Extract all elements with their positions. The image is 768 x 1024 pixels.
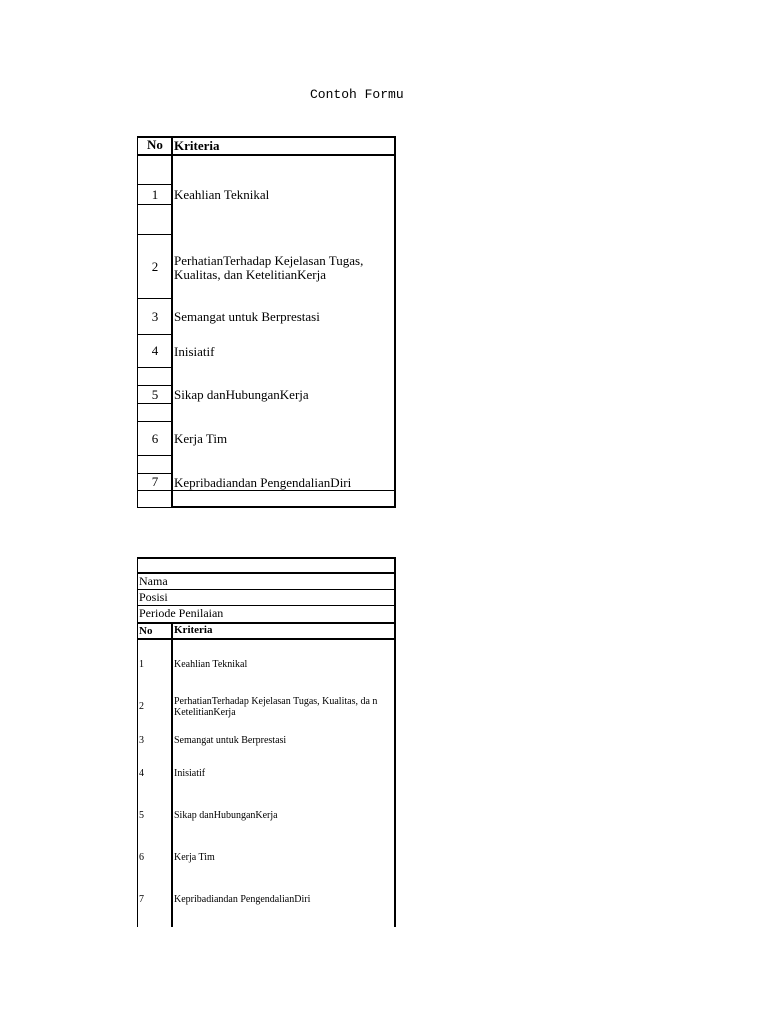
table-spacer-row (137, 368, 396, 386)
table-spacer-row (137, 404, 396, 422)
row-number: 4 (139, 768, 144, 779)
table-row (137, 235, 396, 299)
field-name-label: Nama (139, 574, 168, 588)
row-criteria: Sikap danHubunganKerja (174, 810, 278, 821)
row-criteria: Semangat untuk Berprestasi (174, 735, 287, 746)
row-number: 5 (137, 386, 172, 404)
field-period-label: Periode Penilaian (139, 606, 224, 620)
row-number: 7 (139, 894, 144, 905)
row-criteria: Kerja Tim (174, 852, 215, 863)
table-row (137, 474, 396, 491)
header-criteria: Kriteria (174, 624, 213, 636)
table-border-bottom (172, 506, 396, 508)
row-criteria: Semangat untuk Berprestasi (174, 309, 320, 324)
row-number: 3 (137, 299, 172, 335)
header-no: No (139, 625, 153, 637)
table-spacer-row (137, 456, 396, 474)
row-criteria: Kepribadiandan PengendalianDiri (174, 474, 352, 490)
field-position-label: Posisi (139, 590, 168, 604)
evaluation-form-table (137, 557, 396, 927)
table-header-row (137, 136, 396, 155)
row-criteria: Keahlian Teknikal (174, 659, 248, 670)
table-row (137, 185, 396, 205)
row-criteria: Kepribadiandan PengendalianDiri (174, 894, 311, 905)
header-no: No (137, 136, 172, 155)
row-number: 1 (137, 185, 172, 205)
header-criteria: Kriteria (174, 137, 220, 153)
row-number: 6 (139, 852, 144, 863)
row-criteria: PerhatianTerhadap Kejelasan Tugas, Kualitas, da n KetelitianKerja (174, 696, 378, 718)
table-spacer-row (137, 205, 396, 235)
row-number: 5 (139, 810, 144, 821)
row-number: 1 (139, 659, 144, 670)
row-criteria: Keahlian Teknikal (174, 187, 270, 202)
row-number: 2 (139, 701, 144, 712)
row-criteria: Inisiatif (174, 343, 215, 359)
row-criteria: Inisiatif (174, 768, 206, 779)
table-spacer-row (137, 155, 396, 185)
row-divider (137, 572, 396, 574)
criteria-table (137, 136, 396, 508)
row-number: 2 (137, 235, 172, 299)
row-divider (137, 589, 396, 590)
row-number: 6 (137, 422, 172, 456)
row-number: 3 (139, 735, 144, 746)
page-title: Contoh Formu (310, 87, 404, 102)
row-number: 7 (137, 474, 172, 491)
header-divider (137, 638, 396, 640)
table-row (137, 386, 396, 404)
table-row (137, 335, 396, 368)
table-row (137, 422, 396, 456)
row-criteria: PerhatianTerhadap Kejelasan Tugas, Kualitas, dan KetelitianKerja (174, 253, 364, 282)
row-criteria: Sikap danHubunganKerja (174, 387, 309, 402)
row-criteria: Kerja Tim (174, 431, 228, 446)
table-border-left (137, 557, 138, 927)
table-border-top (137, 557, 396, 559)
table-divider (171, 623, 173, 927)
table-row (137, 299, 396, 335)
table-border-right (394, 557, 396, 927)
row-number: 4 (137, 335, 172, 368)
